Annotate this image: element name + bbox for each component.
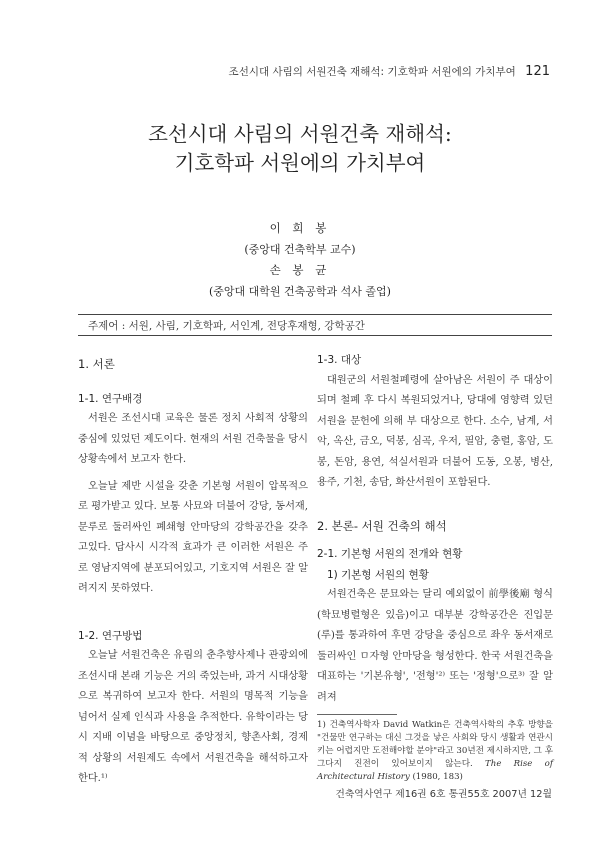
section-heading: 1. 서론 [78, 357, 115, 371]
journal-footer: 건축역사연구 제16권 6호 통권55호 2007년 12월 [335, 789, 552, 800]
body-paragraph: 서원은 조선시대 교육은 물론 정치 사회적 상황의 중심에 있었던 제도이다. 현재의 서원 건축물을 당시 상황속에서 보고자 한다. [78, 413, 308, 465]
body-paragraph: 대원군의 서원철폐령에 살아남은 서원이 주 대상이 되며 철폐 후 다시 복원되었거나, 당대에 영향력 있던 서원을 문헌에 의해 부 대상으로 한다. 소수, 남계, 서악, 옥산, 금오, 덕봉, 심곡, 우저, 필암, 충렬, 홍암, 도봉, 돈암, 용연, 석실서원과 더불어 도동, 오봉, 병산, 용주, 기천, 송담, 화산서원이 포함된다. [317, 374, 553, 488]
section-heading: 2. 본론- 서원 건축의 해석 [317, 518, 447, 533]
body-paragraph: 오늘날 서원건축은 유림의 춘추향사제나 관광외에 조선시대 본래 기능은 거의 죽었는바, 과거 시대상황으로 복귀하여 보고자 한다. 서원의 명목적 기능을 넘어서 실제 인식과 사용을 추적한다. 유학이라는 당시 지배 이념을 바탕으로 중앙정치, 향촌사회, 경제적 상황의 서원제도 속에서 서원건축을 해석하고자 한다.¹⁾ [78, 650, 308, 784]
paper-title [0, 120, 600, 178]
author-affiliation: (중앙대 건축학부 교수) [244, 243, 356, 256]
subsection-heading: 1-3. 대상 [317, 354, 362, 366]
footnote-divider [317, 714, 397, 715]
subsection-heading: 1-2. 연구방법 [78, 629, 143, 642]
footnote [317, 719, 553, 784]
body-paragraph: 서원건축은 문묘와는 달리 예외없이 前學後廟 형식(학묘병렬형은 있음)이고 대부분 강학공간은 진입문(루)를 통과하여 후면 강당을 중심으로 좌우 동서재로 둘러싸인 ㅁ자형 안마당을 형성한다. 한국 서원건축을 대표하는 '기본유형', '전형'²⁾ 또는 '정형'으로³⁾ 잘 알려져 [317, 589, 553, 703]
author-name: 손 봉 균 [269, 263, 331, 277]
author-block [0, 218, 600, 302]
right-column [317, 350, 553, 784]
running-head-title: 조선시대 사림의 서원건축 재해석: 기호학파 서원에의 가치부여 [228, 66, 516, 78]
subsection-heading: 1-1. 연구배경 [78, 392, 143, 405]
author-affiliation: (중앙대 대학원 건축공학과 석사 졸업) [209, 285, 391, 298]
paper-title-line-1: 조선시대 사림의 서원건축 재해석: [148, 122, 452, 146]
left-column [78, 350, 308, 796]
page-number: 121 [525, 64, 550, 79]
footnote-text: 1) 건축역사학자 David Watkin은 건축역사학의 추후 방향을 "건물만 연구하는 대신 그것을 낳은 사회와 당시 생활과 연관시키는 어렵지만 도전해야할 분야"라고 30년전 제시하지만, 그 후 그다지 진전이 있어보이지 않는다. [317, 720, 553, 769]
keywords-box: 주제어 : 서원, 사림, 기호학파, 서인계, 전당후재형, 강학공간 [78, 314, 552, 336]
paper-title-line-2: 기호학파 서원에의 가치부여 [174, 151, 426, 175]
body-paragraph: 오늘날 제반 시설을 갖춘 기본형 서원이 압목적으로 평가받고 있다. 보통 사묘와 더불어 강당, 동서재, 문루로 둘러싸인 폐쇄형 안마당의 강학공간을 갖추고있다. 답사시 시각적 효과가 큰 이러한 서원은 주로 영남지역에 분포되어있고, 기호지역 서원은 잘 알려지지 못하였다. [78, 480, 308, 594]
subsection-heading: 2-1. 기본형 서원의 전개와 현황 [317, 548, 463, 560]
author-name: 이 희 봉 [269, 221, 331, 235]
footnote-year: (1980, 183) [412, 772, 463, 782]
footnote-book-title: The Rise of Architectural History [317, 759, 554, 782]
subsubsection-heading: 1) 기본형 서원의 현황 [327, 568, 429, 581]
running-head [190, 64, 550, 79]
